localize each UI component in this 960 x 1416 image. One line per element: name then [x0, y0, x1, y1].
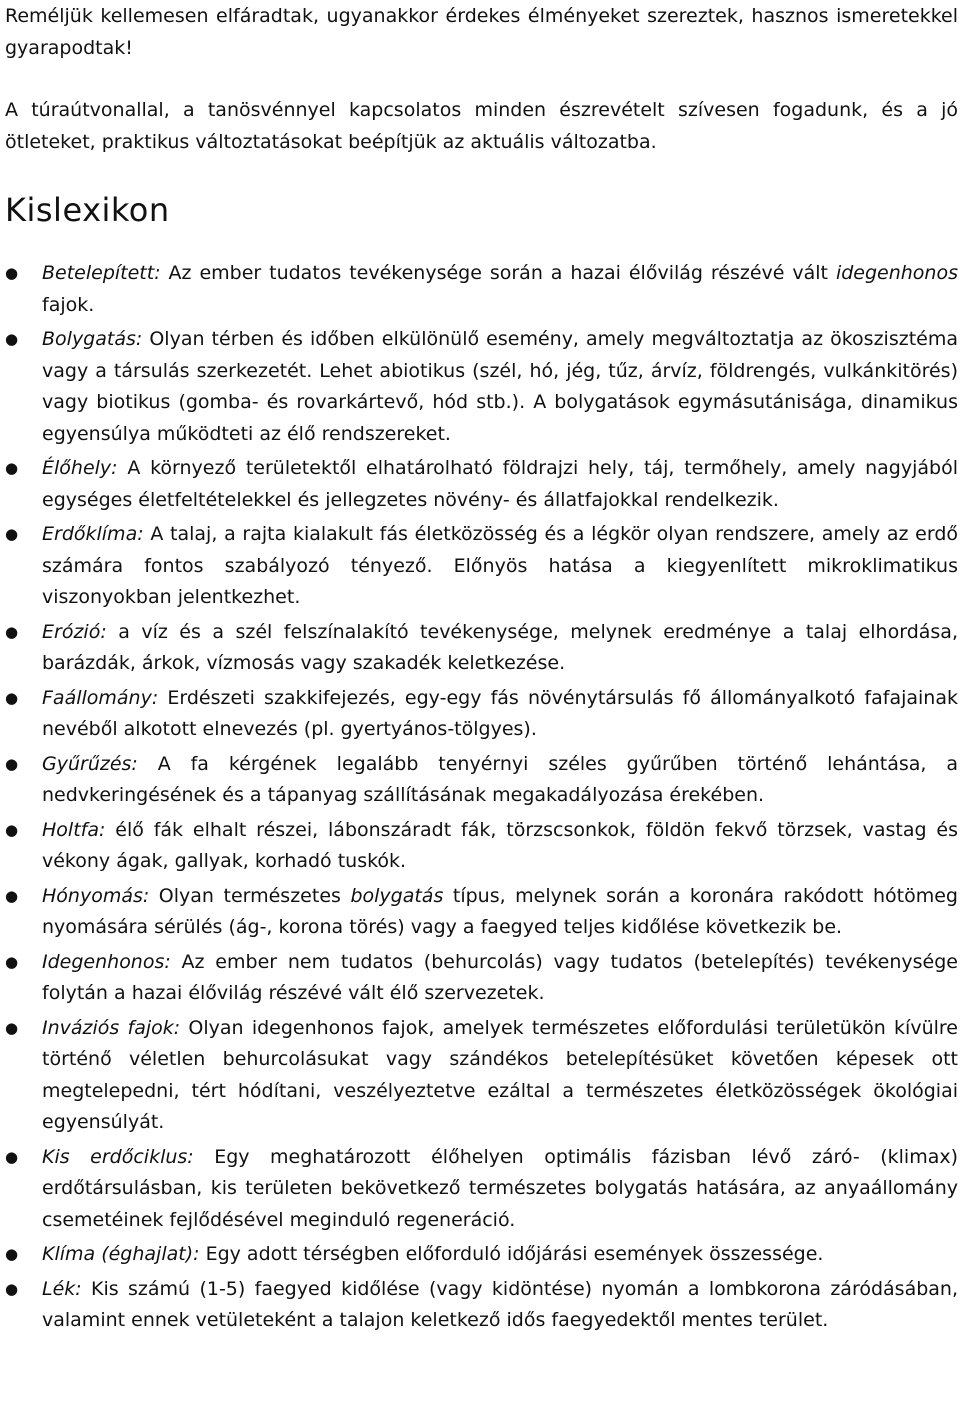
glossary-entry [5, 617, 958, 680]
section-title: Kislexikon [5, 191, 170, 229]
intro-paragraph: A túraútvonallal, a tanösvénnyel kapcsolatos minden észrevételt szívesen fogadunk, és a jó ötleteket, praktikus változtatásokat beépítjük az aktuális változatba. [5, 99, 958, 153]
glossary-entry [5, 258, 958, 321]
glossary-entry [5, 947, 958, 1010]
glossary-term: Betelepített: [42, 262, 161, 284]
bullet-icon: ● [5, 459, 19, 477]
intro-paragraph: Reméljük kellemesen elfáradtak, ugyanakkor érdekes élményeket szereztek, hasznos ismeretekkel gyarapodtak! [5, 5, 958, 59]
bullet-icon: ● [5, 1245, 19, 1263]
glossary-entry [5, 683, 958, 746]
glossary-term: Hónyomás: [42, 884, 150, 907]
glossary-definition: A környező területektől elhatárolható földrajzi hely, táj, termőhely, amely nagyjából egységes életfeltételekkel és jellegzetes növény- és állatfajokkal rendelkezik. [42, 457, 958, 511]
glossary-term-reference: idegenhonos [835, 262, 958, 284]
glossary-entry [5, 519, 958, 614]
bullet-icon: ● [5, 886, 19, 905]
glossary-definition: Egy adott térségben előforduló időjárási események összessége. [199, 1243, 824, 1265]
glossary-term: Bolygatás: [42, 328, 143, 350]
glossary-term: Holtfa: [42, 818, 106, 841]
glossary-term: Kis erdőciklus: [42, 1145, 194, 1168]
bullet-icon: ● [5, 1018, 19, 1037]
glossary-definition: A fa kérgének legalább tenyérnyi széles gyűrűben történő lehántása, a nedvkeringésének és a tápanyag szállításának megakadályozása érekében. [42, 752, 958, 806]
glossary-term-reference: bolygatás [350, 884, 444, 907]
glossary-definition: élő fák elhalt részei, lábonszáradt fák, törzscsonkok, földön fekvő törzsek, vastag és vékony ágak, gallyak, korhadó tuskók. [42, 818, 958, 872]
glossary-entry [5, 1142, 958, 1237]
glossary-definition: a víz és a szél felszínalakító tevékenysége, melynek eredménye a talaj elhordása, barázdák, árkok, vízmosás vagy szakadék keletkezése. [42, 620, 958, 674]
glossary-term: Erdőklíma: [42, 523, 144, 545]
glossary-term: Klíma (éghajlat): [42, 1243, 200, 1265]
bullet-icon: ● [5, 820, 19, 839]
glossary-term: Lék: [42, 1277, 82, 1300]
bullet-icon: ● [5, 330, 19, 348]
glossary-term: Élőhely: [42, 457, 118, 479]
glossary-definition: Kis számú (1-5) faegyed kidőlése (vagy kidöntése) nyomán a lombkorona záródásában, valamint ennek vetületeként a talajon keletkező idős faegyedektől mentes terület. [42, 1277, 958, 1331]
glossary-definition: Olyan természetes [149, 884, 351, 907]
glossary-definition: Erdészeti szakkifejezés, egy-egy fás növénytársulás fő állományalkotó fafajainak nevéből alkotott elnevezés (pl. gyertyános-tölgyes). [42, 686, 958, 740]
glossary-definition: Egy meghatározott élőhelyen optimális fázisban lévő záró- (klimax) erdőtársulásban, kis területen bekövetkező természetes bolygatás hatására, az anyaállomány csemetéinek fejlődésével meginduló regeneráció. [42, 1145, 959, 1231]
glossary-entry [5, 749, 958, 812]
bullet-icon: ● [5, 952, 19, 971]
glossary-definition-end: fajok. [42, 293, 95, 316]
bullet-icon: ● [5, 264, 19, 282]
glossary-definition: A talaj, a rajta kialakult fás életközösség és a légkör olyan rendszere, amely az erdő számára fontos szabályozó tényező. Előnyös hatása a kiegyenlített mikroklimatikus viszonyokban jelentkezhet. [42, 523, 958, 608]
bullet-icon: ● [5, 525, 19, 543]
glossary-entry [5, 324, 958, 450]
glossary-definition-end: típus, melynek során a koronára rakódott hótömeg nyomására sérülés (ág-, korona törés) vagy a faegyed teljes kidőlése következik be. [42, 884, 958, 938]
glossary-definition: Olyan térben és időben elkülönülő esemény, amely megváltoztatja az ökoszisztéma vagy a társulás szerkezetét. Lehet abiotikus (szél, hó, jég, tűz, árvíz, földrengés, vulkánkitörés) vagy biotikus (gomba- és rovarkártevő, hód stb.). A bolygatások egymásutánisága, dinamikus egyensúlya működteti az élő rendszereket. [42, 328, 958, 445]
glossary-entry [5, 815, 958, 878]
glossary-term: Inváziós fajok: [42, 1016, 181, 1039]
glossary-term: Gyűrűzés: [42, 752, 138, 775]
glossary-term: Erózió: [42, 620, 107, 643]
glossary-entry [5, 881, 958, 944]
glossary-list [5, 258, 958, 1337]
glossary-entry [5, 1274, 958, 1337]
glossary-term: Faállomány: [42, 686, 159, 709]
bullet-icon: ● [5, 1279, 19, 1298]
bullet-icon: ● [5, 688, 19, 707]
bullet-icon: ● [5, 754, 19, 773]
glossary-entry [5, 453, 958, 516]
glossary-term: Idegenhonos: [42, 950, 171, 973]
bullet-icon: ● [5, 1147, 19, 1166]
bullet-icon: ● [5, 622, 19, 641]
glossary-entry [5, 1239, 958, 1271]
glossary-definition: Olyan idegenhonos fajok, amelyek természetes előfordulási területükön kívülre történő véletlen behurcolásukat vagy szándékos betelepítésüket követően képesek ott megtelepedni, tért hódítani, veszélyeztetve ezáltal a természetes életközösségek ökológiai egyensúlyát. [42, 1016, 958, 1133]
glossary-definition: Az ember tudatos tevékenysége során a hazai élővilág részévé vált [160, 262, 836, 284]
glossary-definition: Az ember nem tudatos (behurcolás) vagy tudatos (betelepítés) tevékenysége folytán a hazai élővilág részévé vált élő szervezetek. [42, 950, 958, 1004]
glossary-entry [5, 1013, 958, 1139]
